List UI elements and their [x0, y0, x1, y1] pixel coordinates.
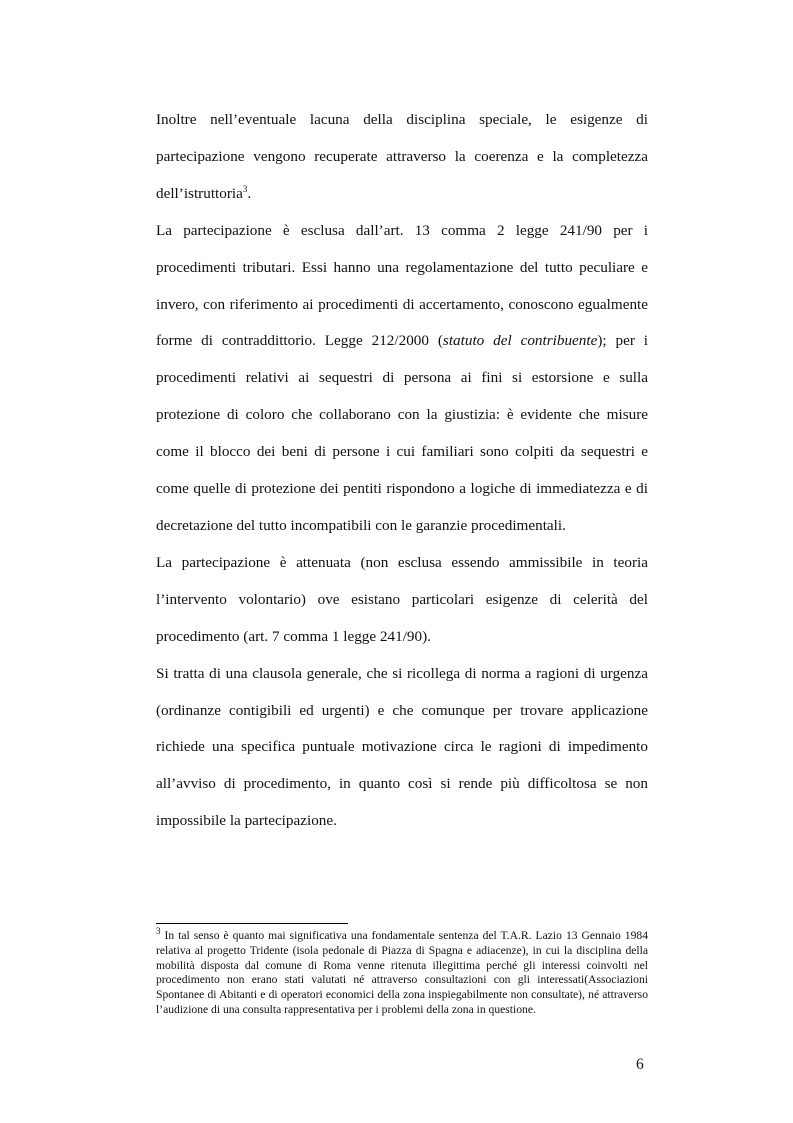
footnote-reference[interactable]: 3 — [242, 183, 248, 194]
paragraph-4: Si tratta di una clausola generale, che si ricollega di norma a ragioni di urgenza (ordinanze contigibili ed urgenti) e che comunque per trovare applicazione richiede una specifica puntuale motivazione circa le ragioni di impedimento all’avviso di procedimento, in quanto così si rende più difficoltosa se non impossibile la partecipazione. — [156, 664, 648, 830]
footnote-number: 3 — [156, 926, 161, 937]
page-number: 6 — [636, 1056, 644, 1073]
body-text — [156, 102, 648, 840]
paragraph-3: La partecipazione è attenuata (non esclusa essendo ammissibile in teoria l’intervento volontario) ove esistano particolari esigenze di celerità del procedimento (art. 7 comma 1 legge 241/90). — [156, 553, 648, 645]
paragraph-1-end: . — [247, 184, 252, 202]
paragraph-2 — [156, 213, 648, 545]
footnote-text: In tal senso è quanto mai significativa una fondamentale sentenza del T.A.R. Lazio 13 Gennaio 1984 relativa al progetto Tridente (isola pedonale di Piazza di Spagna e adiacenze), in cui la disciplina della mobilità disposta dal comune di Roma venne ritenuta illegittima perché gli interessi coinvolti nel procedimento non erano stati valutati né attraverso consultazioni con gli interessati(Associazioni Spontanee di Abitanti e di operatori economici della zona inspiegabilmente non consultate), né attraverso l’audizione di una consulta rappresentativa per i problemi della zona in questione. — [156, 929, 648, 1016]
paragraph-1-text: Inoltre nell’eventuale lacuna della disciplina speciale, le esigenze di partecipazione vengono recuperate attraverso la coerenza e la completezza dell’istruttoria — [156, 111, 648, 202]
paragraph-1 — [156, 102, 648, 213]
footnote-separator — [156, 923, 348, 924]
paragraph-2-italic: statuto del contribuente — [442, 332, 598, 350]
footnote — [156, 926, 648, 1018]
paragraph-2-text-after: ); per i procedimenti relativi ai sequestri di persona ai fini si estorsione e sulla protezione di coloro che collaborano con la giustizia: è evidente che misure come il blocco dei beni di persone i cui familiari sono colpiti da sequestri e come quelle di protezione dei pentiti rispondono a logiche di immediatezza e di decretazione del tutto incompatibili con le garanzie procedimentali. — [156, 332, 649, 534]
paragraph-2-text-before: La partecipazione è esclusa dall’art. 13 comma 2 legge 241/90 per i procedimenti tributari. Essi hanno una regolamentazione del tutto peculiare e invero, con riferimento ai procedimenti di accertamento, conoscono egualmente forme di contraddittorio. Legge 212/2000 ( — [156, 221, 648, 350]
